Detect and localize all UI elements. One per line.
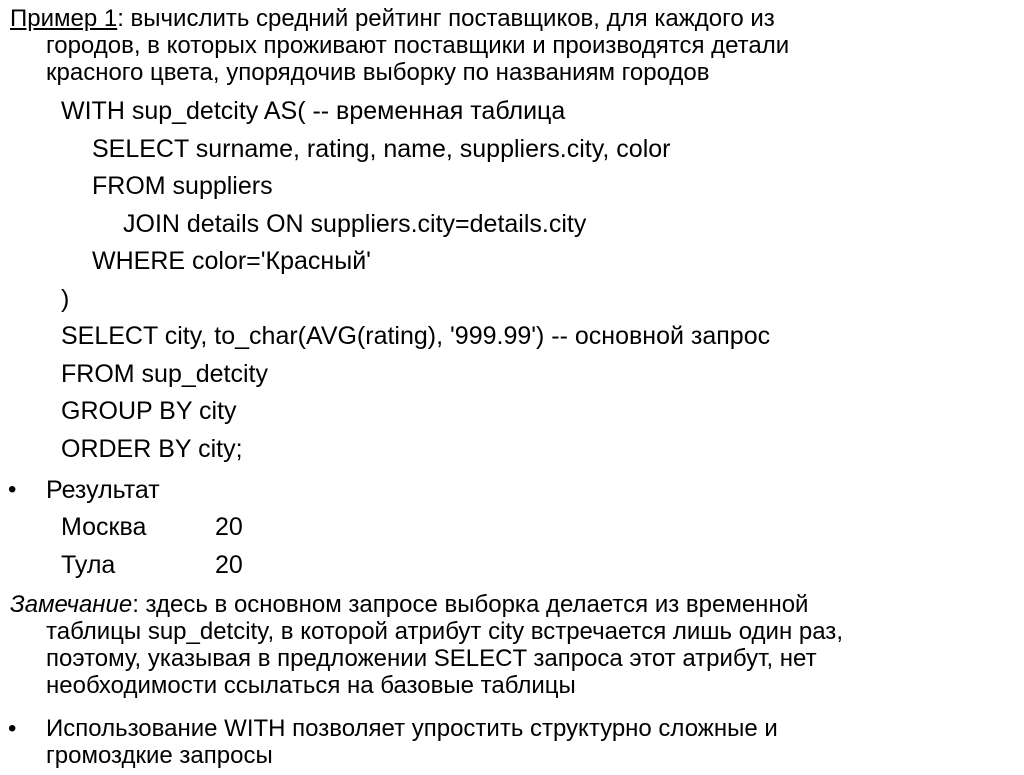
code-line-10: ORDER BY city;	[61, 434, 243, 463]
example-line-1	[10, 5, 789, 32]
result-section	[0, 472, 600, 592]
note-text-3: поэтому, указывая в предложении SELECT запроса этот атрибут, нет	[46, 645, 817, 672]
example-label: Пример 1	[10, 5, 118, 32]
with-note-text-1: Использование WITH позволяет упростить структурно сложные и	[46, 715, 778, 742]
result-title: Результат	[46, 476, 160, 504]
example-text-1: : вычислить средний рейтинг поставщиков, для каждого из	[117, 5, 775, 32]
example-text-3: красного цвета, упорядочив выборку по названиям городов	[46, 59, 710, 86]
with-note-section	[0, 715, 1000, 775]
code-line-7: SELECT city, to_char(AVG(rating), '999.99') -- основной запрос	[61, 322, 771, 350]
code-line-8: FROM sup_detcity	[61, 359, 269, 388]
with-note-text-2: громоздкие запросы	[46, 742, 273, 769]
code-line-6: )	[61, 284, 70, 313]
with-note-bullet: •	[8, 715, 17, 742]
code-line-2: SELECT surname, rating, name, suppliers.city, color	[92, 134, 671, 163]
note-label: Замечание	[10, 591, 133, 618]
code-line-5: WHERE color='Красный'	[92, 247, 371, 275]
result-city: Москва	[61, 513, 147, 541]
result-value: 20	[215, 513, 243, 541]
code-line-3: FROM suppliers	[92, 172, 273, 200]
result-value: 20	[215, 551, 243, 579]
note-text-1: : здесь в основном запросе выборка делается из временной	[132, 591, 809, 618]
example-text-2: городов, в которых проживают поставщики и производятся детали	[46, 32, 790, 59]
with-note-text	[46, 715, 778, 769]
result-city: Тула	[61, 551, 116, 579]
code-line-1: WITH sup_detcity AS( -- временная таблица	[61, 97, 566, 125]
code-line-4: JOIN details ON suppliers.city=details.city	[123, 209, 587, 238]
note-line-1	[10, 591, 843, 618]
sql-code-block	[0, 93, 770, 468]
note-text-2: таблицы sup_detcity, в которой атрибут city встречается лишь один раз,	[46, 618, 843, 645]
example-paragraph	[10, 5, 789, 86]
code-line-9: GROUP BY city	[61, 397, 237, 425]
result-bullet: •	[8, 476, 17, 503]
note-paragraph	[10, 591, 843, 699]
note-text-4: необходимости ссылаться на базовые таблицы	[46, 672, 576, 699]
